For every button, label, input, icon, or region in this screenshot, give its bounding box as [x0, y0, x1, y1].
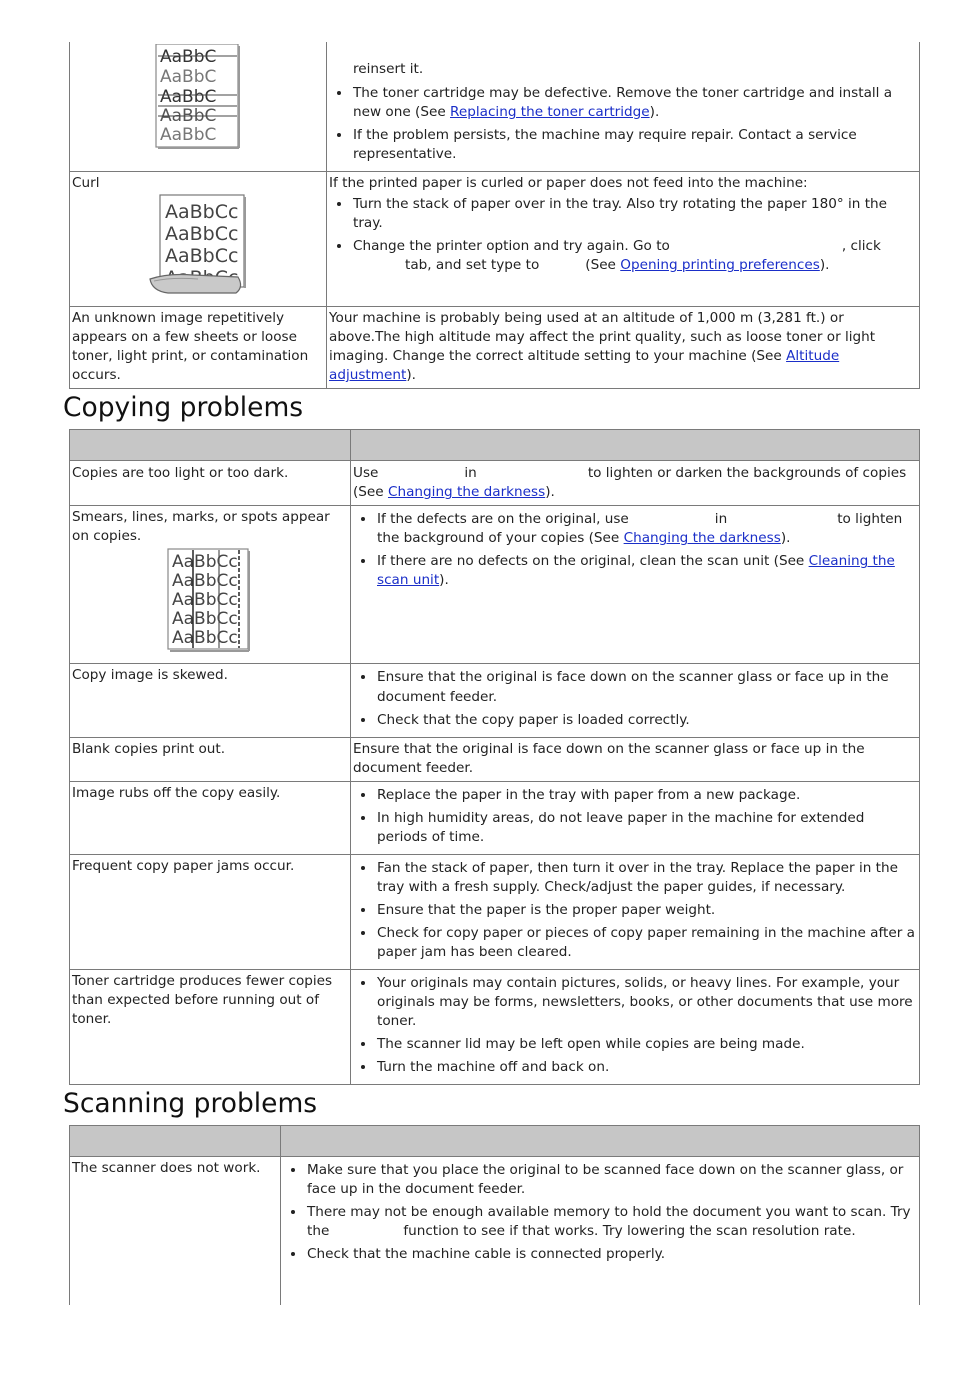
bullet-text: in — [714, 511, 728, 528]
problem-label: Blank copies print out. — [72, 740, 226, 757]
problem-cell — [70, 737, 351, 781]
solution-text: Ensure that the original is face down on the scanner glass or face up in the document feeder. — [353, 740, 865, 776]
bullet-text: , click — [841, 238, 881, 255]
bullet-text: (See — [585, 257, 621, 274]
bullet-text: Change the printer option and try again. Go to — [353, 238, 670, 255]
table-header-row — [70, 430, 920, 461]
problem-cell — [70, 506, 351, 664]
solution-cell — [351, 969, 920, 1084]
table-row — [70, 172, 920, 307]
bullet-continuation: reinsert it. — [353, 61, 424, 77]
solution-cell — [351, 854, 920, 969]
solution-cell — [281, 1157, 920, 1305]
bullet-text: If the defects are on the original, use — [377, 511, 629, 528]
problem-cell — [70, 307, 327, 389]
problem-label: Frequent copy paper jams occur. — [72, 857, 295, 874]
problem-cell — [70, 854, 351, 969]
sample-line: AaBbCc — [172, 552, 238, 573]
bullet-text: tab, and set type to — [405, 257, 540, 274]
list-item: • Make sure that you place the original to be scanned face down on the scanner glass, or face up in the document feeder. — [306, 1161, 917, 1199]
problem-label: The scanner does not work. — [72, 1160, 261, 1176]
table-row — [70, 969, 920, 1084]
list-item: • Fan the stack of paper, then turn it over in the tray. Replace the paper in the tray with a fresh supply. Check/adjust the paper guides, if necessary. — [376, 859, 917, 897]
cleaning-the-scan-unit-link[interactable]: Cleaning the scan unit — [377, 553, 895, 589]
header-cell — [281, 1126, 920, 1157]
curl-sample-image — [148, 193, 248, 297]
solution-cell — [327, 172, 920, 307]
solution-cell — [327, 307, 920, 389]
problem-cell — [70, 172, 327, 307]
bullet-text: ). — [439, 572, 449, 589]
problem-cell — [70, 781, 351, 854]
solution-text: Your machine is probably being used at an altitude of 1,000 m (3,281 ft.) or above.The high altitude may affect the print quality, such as loose toner or light imaging. Change the correct altitude setting to your machine (See — [329, 310, 876, 365]
table-row — [70, 506, 920, 664]
table-row — [70, 1157, 920, 1305]
list-item — [352, 237, 917, 275]
list-item: • The scanner lid may be left open while copies are being made. — [376, 1035, 917, 1054]
list-item — [352, 84, 917, 122]
sample-line: AaBbCc — [172, 628, 238, 649]
solution-intro: If the printed paper is curled or paper does not feed into the machine: — [329, 175, 808, 192]
altitude-adjustment-link[interactable]: Altitude adjustment — [329, 348, 840, 384]
print-problems-table — [69, 42, 920, 389]
bullet-text: function to see if that works. Try lowering the scan resolution rate. — [403, 1223, 856, 1240]
list-item — [306, 1203, 917, 1241]
list-item: • Check that the machine cable is connected properly. — [306, 1245, 917, 1264]
sample-line: AaBbCc — [172, 590, 238, 611]
list-item: • If the problem persists, the machine may require repair. Contact a service representative. — [352, 126, 917, 164]
sample-line: AaBbCc — [172, 609, 238, 630]
sample-line: AaBbCc — [165, 245, 239, 268]
header-cell — [70, 1126, 281, 1157]
bullet-text: to lighten the background of your copies (See — [377, 511, 903, 547]
smeared-copy-sample-image — [167, 548, 253, 654]
list-item: • In high humidity areas, do not leave paper in the machine for extended periods of time. — [376, 809, 917, 847]
solution-cell — [351, 461, 920, 506]
bullet-text: ). — [649, 104, 660, 121]
solution-cell — [351, 781, 920, 854]
list-item: • Your originals may contain pictures, solids, or heavy lines. For example, your originals may be forms, newsletters, books, or other documents that use more toner. — [376, 974, 917, 1031]
problem-label: Image rubs off the copy easily. — [72, 784, 281, 801]
solution-text: Use — [353, 465, 379, 482]
changing-the-darkness-link[interactable]: Changing the darkness — [623, 530, 781, 547]
changing-the-darkness-link[interactable]: Changing the darkness — [387, 484, 546, 501]
list-item — [376, 552, 917, 590]
problem-cell — [70, 969, 351, 1084]
list-item: • Ensure that the original is face down on the scanner glass or face up in the document feeder. — [376, 668, 917, 706]
list-item — [376, 510, 917, 548]
sample-line: AaBbCc — [165, 201, 239, 224]
problem-label: An unknown image repetitively appears on a few sheets or loose toner, light print, or contamination occurs. — [72, 310, 309, 384]
bullet-text: ). — [780, 530, 791, 547]
list-item: • Check for copy paper or pieces of copy paper remaining in the machine after a paper jam has been cleared. — [376, 924, 917, 962]
solution-text: ). — [545, 484, 555, 501]
sample-line: AaBbC — [160, 125, 217, 145]
problem-cell — [70, 1157, 281, 1305]
problem-label: Copies are too light or too dark. — [72, 465, 289, 482]
problem-label: Smears, lines, marks, or spots appear on copies. — [72, 509, 330, 545]
solution-cell — [351, 664, 920, 737]
header-cell — [70, 430, 351, 461]
solution-text: to lighten or darken the backgrounds of copies (See — [353, 465, 907, 501]
faded-text-sample-image — [155, 44, 241, 150]
table-row — [70, 461, 920, 506]
table-header-row — [70, 1126, 920, 1157]
list-item: • Ensure that the paper is the proper paper weight. — [376, 901, 917, 920]
problem-label: Copy image is skewed. — [72, 667, 228, 684]
scanning-problems-table — [69, 1125, 920, 1305]
solution-cell — [351, 737, 920, 781]
problem-cell — [70, 664, 351, 737]
solution-text: ). — [406, 367, 416, 384]
bullet-text: If there are no defects on the original, clean the scan unit (See — [377, 553, 809, 570]
table-row — [70, 854, 920, 969]
bullet-text: The toner cartridge may be defective. Remove the toner cartridge and install a new one (See — [353, 85, 893, 121]
solution-cell — [351, 506, 920, 664]
problem-label: Curl — [72, 175, 100, 192]
solution-cell — [327, 42, 920, 172]
problem-cell — [70, 461, 351, 506]
list-item: • Turn the stack of paper over in the tray. Also try rotating the paper 180° in the tray. — [352, 195, 917, 233]
list-item: • Replace the paper in the tray with paper from a new package. — [376, 786, 917, 805]
sample-line: AaBbC — [160, 67, 217, 87]
header-cell — [351, 430, 920, 461]
problem-label: Toner cartridge produces fewer copies than expected before running out of toner. — [72, 972, 333, 1027]
list-item: • Check that the copy paper is loaded correctly. — [376, 711, 917, 730]
table-row — [70, 307, 920, 389]
replacing-toner-cartridge-link[interactable]: Replacing the toner cartridge — [450, 104, 650, 121]
problem-cell — [70, 42, 327, 172]
sample-line: AaBbC — [160, 106, 217, 126]
table-row — [70, 42, 920, 172]
opening-printing-preferences-link[interactable]: Opening printing preferences — [620, 257, 820, 274]
sample-line: AaBbC — [160, 87, 217, 107]
table-row — [70, 737, 920, 781]
bullet-text: ). — [819, 257, 830, 274]
sample-line: AaBbCc — [165, 223, 239, 246]
solution-text: in — [464, 465, 477, 482]
list-item: • Turn the machine off and back on. — [376, 1058, 917, 1077]
page — [0, 42, 954, 1393]
bullet-text: There may not be enough available memory to hold the document you want to scan. Try the — [307, 1204, 911, 1240]
table-row — [70, 664, 920, 737]
copying-problems-heading: Copying problems — [63, 392, 304, 424]
sample-line: AaBbCc — [172, 571, 238, 592]
scanning-problems-heading: Scanning problems — [63, 1088, 318, 1120]
copying-problems-table — [69, 429, 920, 1085]
sample-line: AaBbC — [160, 47, 217, 67]
table-row — [70, 781, 920, 854]
